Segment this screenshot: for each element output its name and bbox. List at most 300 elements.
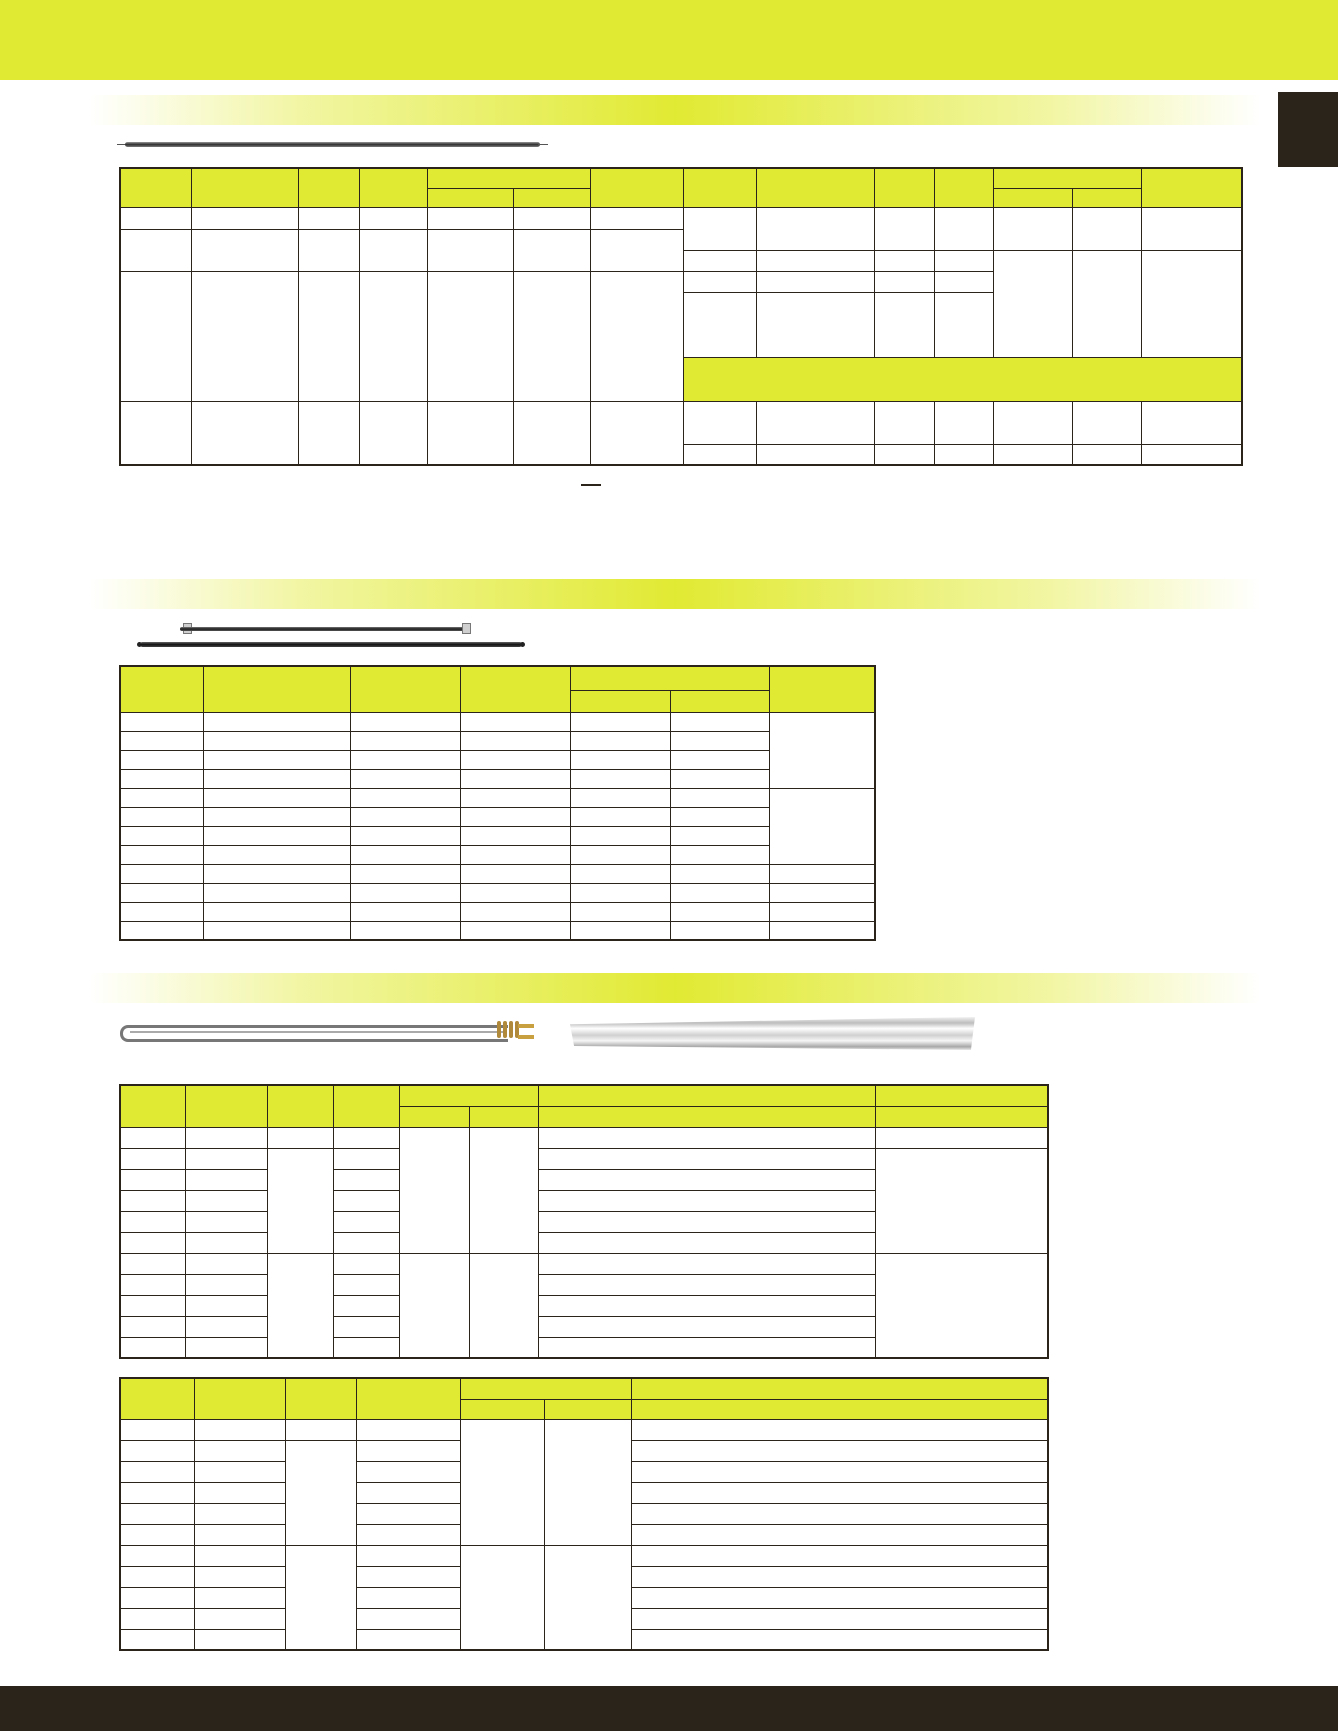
table-cell [120,1274,185,1295]
table-cell [670,845,769,864]
header-cell [874,168,934,207]
table-cell [298,401,359,465]
table-cell [683,444,756,465]
header-cell [670,690,769,712]
table-cell [194,1461,285,1482]
table-cell [120,1545,194,1566]
table-cell [120,271,191,401]
table-cell [185,1316,267,1337]
table-cell [359,401,427,465]
table-cell [934,444,993,465]
table-cell [350,807,460,826]
table-cell [285,1545,356,1650]
spec-table-1 [119,167,1243,466]
table-cell [359,229,427,271]
table-cell [631,1440,1048,1461]
table-cell [203,750,350,769]
table-cell [356,1545,460,1566]
table-cell [538,1127,875,1148]
table-cell [590,207,683,229]
table-cell [120,883,203,902]
table-cell [120,401,191,465]
table-cell [185,1253,267,1274]
table-cell [194,1545,285,1566]
header-cell [538,1085,875,1106]
table-cell [120,1629,194,1650]
table-cell [120,1127,185,1148]
header-cell [120,666,203,712]
header-cell [120,1085,185,1127]
table-cell [120,1440,194,1461]
header-cell [267,1085,333,1127]
table-cell [191,229,298,271]
table-cell [460,902,570,921]
table-cell [333,1148,399,1169]
table-cell [513,271,590,401]
table-cell [460,807,570,826]
table-cell [120,807,203,826]
header-cell [427,188,513,207]
header-cell [875,1085,1048,1106]
table-cell [350,788,460,807]
table-cell [298,207,359,229]
table-cell [631,1503,1048,1524]
table-cell [203,902,350,921]
table-cell [120,1316,185,1337]
header-cell [298,168,359,207]
table-cell [670,921,769,940]
table-cell [570,807,670,826]
table-cell [1141,250,1242,357]
table-cell [203,731,350,750]
table-cell [683,292,756,357]
header-cell [460,1399,544,1419]
table-cell [356,1503,460,1524]
table-cell [120,1608,194,1629]
table-cell [670,864,769,883]
table-cell [427,229,513,271]
table-cell [333,1127,399,1148]
section-band-2 [90,579,1260,609]
table-cell [874,207,934,250]
table-cell [631,1566,1048,1587]
table-cell [185,1232,267,1253]
table-cell [538,1190,875,1211]
table-cell [460,769,570,788]
table-cell [298,229,359,271]
table-cell [194,1608,285,1629]
table-cell [194,1482,285,1503]
table-cell [934,292,993,357]
table-cell [185,1127,267,1148]
table-cell [756,271,874,292]
table-cell [120,1419,194,1440]
table-cell [333,1274,399,1295]
table-cell [683,271,756,292]
header-cell [544,1399,631,1419]
table-cell [185,1337,267,1358]
header-cell [350,666,460,712]
table-cell [427,207,513,229]
table-cell [934,271,993,292]
table-cell [191,271,298,401]
table-cell [185,1274,267,1295]
spec-table-3 [119,1084,1049,1359]
table-cell [120,826,203,845]
table-cell [333,1190,399,1211]
table-cell [120,712,203,731]
table-cell [590,401,683,465]
header-cell [1141,168,1242,207]
table-cell [570,712,670,731]
table-cell [356,1482,460,1503]
table-cell [191,207,298,229]
table-cell [203,712,350,731]
header-cell [191,168,298,207]
table-cell [350,883,460,902]
table-cell [934,250,993,271]
table-cell [934,401,993,444]
table-cell [544,1419,631,1545]
footnote-mark [581,484,601,486]
header-cell [399,1106,469,1127]
table-cell [460,864,570,883]
table-cell [1141,401,1242,444]
table-cell [570,750,670,769]
subheader-cell [683,357,1242,401]
table-cell [120,1337,185,1358]
table-cell [120,1566,194,1587]
table-cell [203,921,350,940]
table-cell [356,1461,460,1482]
table-cell [670,731,769,750]
table-cell [1141,444,1242,465]
table-cell [460,826,570,845]
table-cell [333,1316,399,1337]
table-cell [194,1524,285,1545]
header-cell [120,1378,194,1419]
table-cell [570,921,670,940]
table-cell [194,1419,285,1440]
table-cell [203,883,350,902]
table-cell [120,750,203,769]
table-cell [769,902,875,921]
table-cell [460,845,570,864]
table-cell [120,1190,185,1211]
table-cell [333,1253,399,1274]
header-cell [513,188,590,207]
table-cell [120,1253,185,1274]
table-cell [513,229,590,271]
table-cell [356,1524,460,1545]
table-cell [631,1461,1048,1482]
table-cell [350,769,460,788]
table-cell [538,1295,875,1316]
header-cell [683,168,756,207]
table-cell [185,1211,267,1232]
table-cell [538,1232,875,1253]
table-cell [120,1587,194,1608]
table-cell [875,1148,1048,1253]
side-tab [1278,92,1338,167]
table-cell [769,712,875,788]
table-cell [399,1253,469,1358]
table-cell [203,826,350,845]
header-cell [993,188,1072,207]
header-cell [570,666,769,690]
header-cell [203,666,350,712]
spec-table-4 [119,1377,1049,1651]
table-cell [350,845,460,864]
header-cell [1072,188,1141,207]
table-cell [993,207,1072,250]
table-cell [203,864,350,883]
header-cell [285,1378,356,1419]
header-bar [0,0,1338,80]
table-cell [756,444,874,465]
table-cell [570,902,670,921]
table-cell [185,1190,267,1211]
table-cell [875,1253,1048,1358]
table-cell [756,292,874,357]
section-band-3 [90,973,1260,1003]
table-cell [350,731,460,750]
table-cell [874,250,934,271]
table-cell [399,1127,469,1253]
table-cell [460,1419,544,1545]
table-cell [267,1253,333,1358]
table-cell [350,921,460,940]
table-cell [356,1608,460,1629]
table-cell [769,921,875,940]
table-cell [120,1169,185,1190]
table-cell [670,807,769,826]
table-cell [120,731,203,750]
table-cell [756,207,874,250]
table-cell [993,401,1072,444]
table-cell [120,845,203,864]
table-cell [194,1629,285,1650]
table-cell [1072,207,1141,250]
header-cell [590,168,683,207]
table-cell [333,1211,399,1232]
table-cell [285,1440,356,1545]
table-cell [356,1566,460,1587]
table-cell [460,883,570,902]
table-cell [670,769,769,788]
table-cell [194,1566,285,1587]
table-cell [570,883,670,902]
table-cell [538,1253,875,1274]
table-cell [631,1608,1048,1629]
header-cell [756,168,874,207]
table-cell [993,250,1072,357]
table-cell [350,712,460,731]
table-cell [460,731,570,750]
table-cell [120,1482,194,1503]
table-cell [333,1295,399,1316]
table-cell [1072,401,1141,444]
table-cell [333,1169,399,1190]
table-cell [670,902,769,921]
table-cell [333,1337,399,1358]
table-cell [350,864,460,883]
table-cell [513,401,590,465]
table-cell [631,1482,1048,1503]
table-cell [356,1440,460,1461]
table-cell [670,826,769,845]
table-cell [769,864,875,883]
table-cell [670,788,769,807]
table-cell [993,444,1072,465]
table-cell [460,1545,544,1650]
table-cell [120,1232,185,1253]
table-cell [191,401,298,465]
table-cell [427,271,513,401]
table-cell [631,1587,1048,1608]
section-band-1 [90,95,1260,125]
table-cell [120,1503,194,1524]
header-cell [460,1378,631,1399]
table-cell [120,207,191,229]
table-cell [670,883,769,902]
table-cell [350,902,460,921]
table-cell [874,271,934,292]
table-cell [590,229,683,271]
table-cell [631,1419,1048,1440]
table-cell [683,207,756,250]
table-cell [120,1524,194,1545]
table-cell [460,788,570,807]
header-cell [359,168,427,207]
table-cell [538,1211,875,1232]
header-cell [194,1378,285,1419]
table-cell [590,271,683,401]
table-cell [267,1127,333,1148]
table-cell [631,1629,1048,1650]
table-cell [683,401,756,444]
table-cell [120,1148,185,1169]
table-cell [670,712,769,731]
table-cell [769,883,875,902]
table-cell [185,1148,267,1169]
table-cell [538,1148,875,1169]
table-cell [267,1148,333,1253]
table-cell [469,1127,538,1253]
table-cell [203,788,350,807]
table-cell [120,1211,185,1232]
table-cell [631,1545,1048,1566]
header-cell [469,1106,538,1127]
table-cell [469,1253,538,1358]
table-cell [631,1524,1048,1545]
header-cell [333,1085,399,1127]
header-cell [427,168,590,188]
table-cell [120,1461,194,1482]
table-cell [185,1169,267,1190]
table-cell [538,1169,875,1190]
table-cell [570,826,670,845]
table-cell [874,444,934,465]
table-cell [538,1316,875,1337]
table-cell [359,271,427,401]
table-cell [460,750,570,769]
table-cell [203,769,350,788]
table-cell [203,807,350,826]
table-cell [670,750,769,769]
header-cell [934,168,993,207]
table-cell [683,250,756,271]
table-cell [538,1337,875,1358]
table-cell [356,1587,460,1608]
table-cell [120,1295,185,1316]
header-cell [769,666,875,712]
table-cell [333,1232,399,1253]
table-cell [874,401,934,444]
table-cell [120,921,203,940]
table-cell [769,788,875,864]
table-cell [285,1419,356,1440]
table-cell [194,1587,285,1608]
table-cell [120,769,203,788]
table-cell [1072,444,1141,465]
header-cell [120,168,191,207]
table-cell [544,1545,631,1650]
table-cell [194,1503,285,1524]
table-cell [427,401,513,465]
table-cell [185,1295,267,1316]
header-cell [399,1085,538,1106]
header-cell [356,1378,460,1419]
header-cell [460,666,570,712]
table-cell [120,902,203,921]
table-cell [570,864,670,883]
table-cell [1072,250,1141,357]
table-cell [298,271,359,401]
table-cell [538,1274,875,1295]
table-cell [350,826,460,845]
table-cell [756,401,874,444]
header-cell [538,1106,875,1127]
spec-table-2 [119,665,876,941]
table-cell [350,750,460,769]
table-cell [570,788,670,807]
table-cell [934,207,993,250]
table-cell [460,712,570,731]
table-cell [570,731,670,750]
table-cell [756,250,874,271]
table-cell [120,864,203,883]
table-cell [120,788,203,807]
table-cell [356,1419,460,1440]
table-cell [570,845,670,864]
table-cell [120,229,191,271]
header-cell [993,168,1141,188]
table-cell [874,292,934,357]
table-cell [460,921,570,940]
table-cell [1141,207,1242,250]
header-cell [185,1085,267,1127]
footer-bar [0,1686,1338,1731]
header-cell [875,1106,1048,1127]
table-cell [875,1127,1048,1148]
table-cell [356,1629,460,1650]
table-cell [570,769,670,788]
table-cell [203,845,350,864]
table-cell [359,207,427,229]
table-cell [513,207,590,229]
header-cell [631,1378,1048,1399]
